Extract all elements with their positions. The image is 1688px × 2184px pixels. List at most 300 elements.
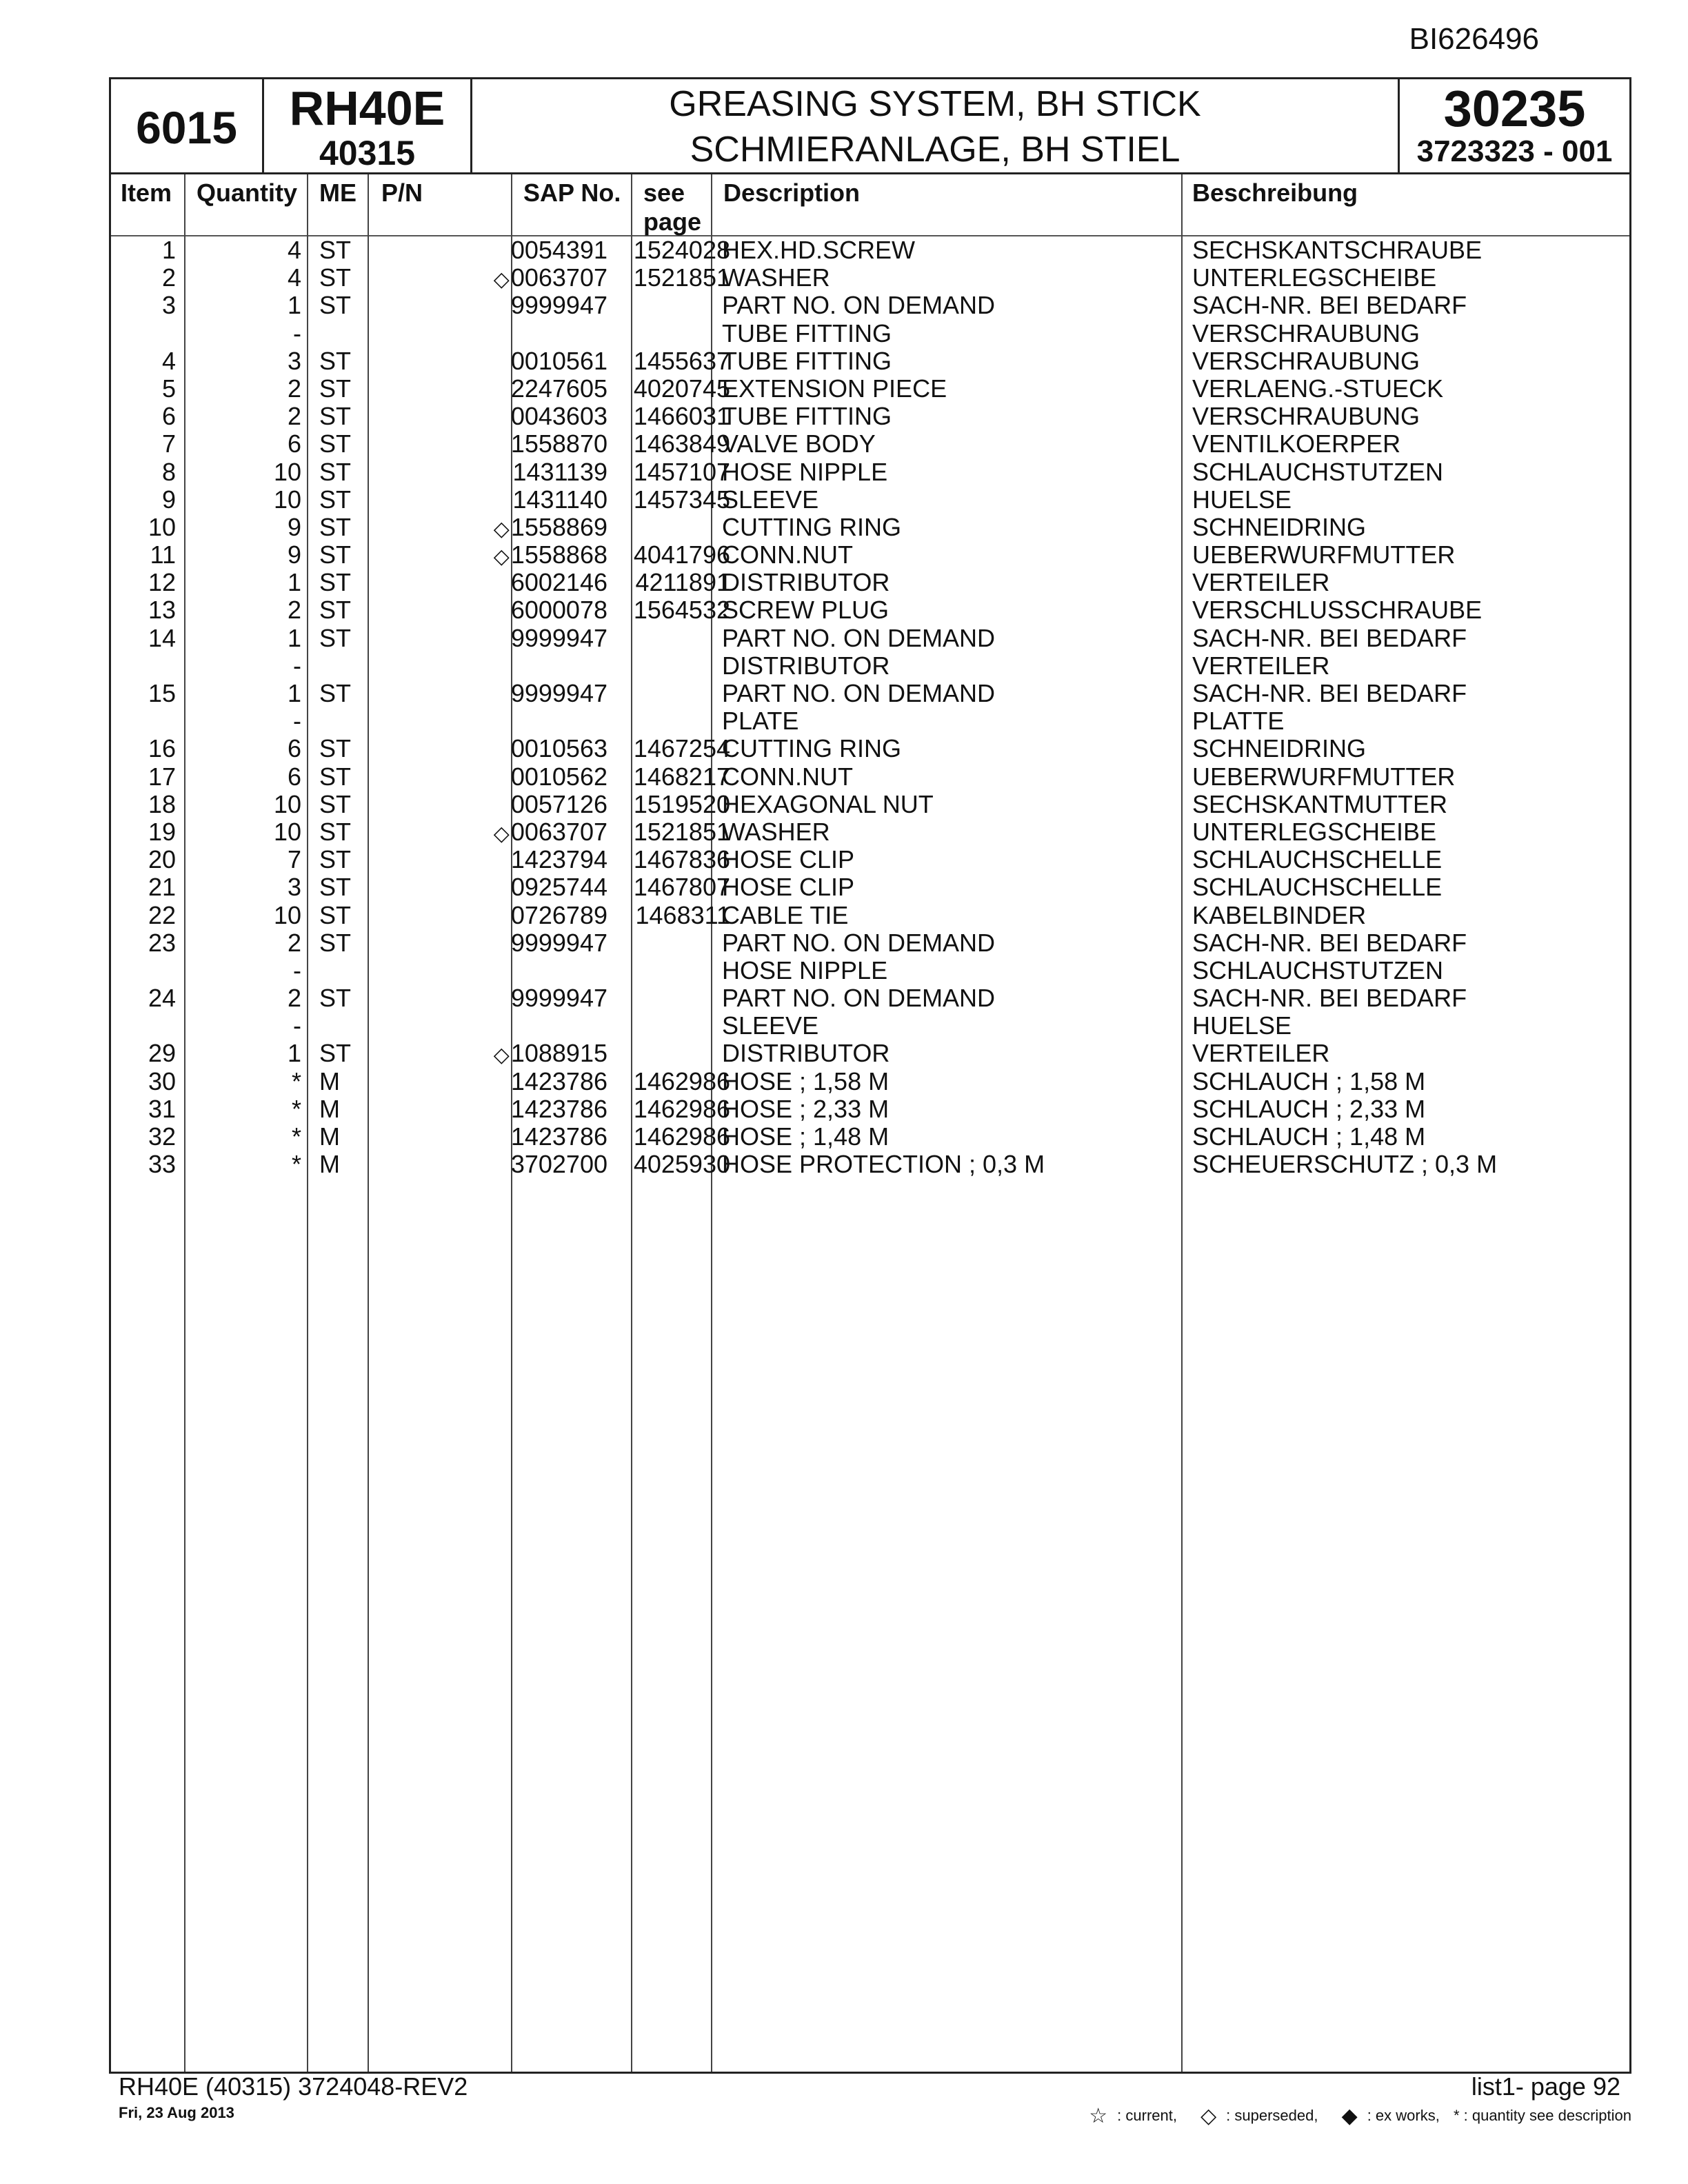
cell-beschreibung-text: UEBERWURFMUTTER: [1192, 762, 1456, 791]
cell-item-text: 3: [161, 291, 176, 320]
cell-quantity-text: 2: [287, 928, 301, 957]
cell-beschreibung: [1192, 541, 1455, 569]
cell-quantity: [185, 707, 301, 735]
col-quantity: Quantity: [197, 179, 298, 207]
cell-sap-text: 1468311: [635, 900, 730, 929]
cell-description-text: TUBE FITTING: [722, 318, 892, 347]
cell-quantity-text: 4: [287, 263, 301, 292]
cell-description-text: HEXAGONAL NUT: [722, 789, 934, 818]
cell-beschreibung: [1192, 569, 1329, 596]
cell-quantity-text: *: [291, 1066, 301, 1095]
cell-me: [319, 486, 351, 514]
cell-beschreibung: [1192, 514, 1366, 541]
cell-pn-text: 2247605: [510, 374, 607, 403]
cell-item: [111, 375, 176, 403]
cell-sap: [525, 1151, 730, 1178]
cell-beschreibung: [1192, 957, 1443, 984]
footer-page: list1- page 92: [1471, 2072, 1620, 2101]
cell-description: [722, 1095, 889, 1123]
cell-beschreibung: [1192, 1068, 1425, 1095]
cell-sap-text: 1466031: [633, 402, 730, 431]
cell-sap-text: 1467807: [633, 873, 730, 902]
cell-quantity: [185, 735, 301, 762]
cell-description-text: SCREW PLUG: [722, 596, 890, 625]
cell-quantity: [185, 596, 301, 624]
cell-item-text: 14: [148, 623, 176, 652]
table-row: [111, 707, 1629, 735]
cell-me: [319, 403, 351, 430]
group-code: 6015: [136, 102, 237, 153]
cell-sap-text: 1455637: [633, 346, 730, 375]
table-row: [111, 1012, 1629, 1040]
cell-description-text: EXTENSION PIECE: [722, 374, 947, 403]
drawing-number: 30235: [1443, 80, 1586, 137]
cell-beschreibung-text: VERSCHRAUBUNG: [1192, 318, 1420, 347]
cell-quantity: [185, 430, 301, 458]
col-sap: SAP No.: [523, 179, 621, 207]
cell-item-text: 24: [148, 984, 176, 1013]
cell-sap: [525, 818, 730, 846]
cell-me: [319, 791, 351, 818]
table-row: [111, 929, 1629, 957]
cell-description-text: PART NO. ON DEMAND: [722, 679, 996, 707]
cell-beschreibung-text: SCHLAUCH ; 2,33 M: [1192, 1094, 1426, 1123]
cell-beschreibung: [1192, 1040, 1329, 1067]
cell-beschreibung-text: PLATTE: [1192, 707, 1285, 736]
cell-quantity: [185, 818, 301, 846]
cell-beschreibung-text: SCHLAUCHSCHELLE: [1192, 845, 1443, 874]
table-row: [111, 514, 1629, 541]
cell-beschreibung: [1192, 403, 1420, 430]
cell-me-text: ST: [319, 291, 352, 320]
cell-description: [722, 514, 901, 541]
cell-description-text: CUTTING RING: [722, 734, 901, 763]
cell-me: [319, 347, 351, 375]
cell-item-text: 9: [161, 485, 176, 514]
cell-sap-text: 1462986: [633, 1094, 730, 1123]
title-block: [111, 79, 1629, 174]
cell-item: [111, 430, 176, 458]
document-id: BI626496: [1409, 22, 1539, 56]
table-row: [111, 1151, 1629, 1178]
cell-sap-text: 1521851: [633, 817, 730, 846]
cell-me-text: ST: [319, 734, 352, 763]
cell-pn-text: 1558869: [510, 512, 607, 541]
cell-beschreibung: [1192, 320, 1420, 347]
cell-me-text: ST: [319, 512, 352, 541]
cell-beschreibung-text: VERSCHLUSSCHRAUBE: [1192, 596, 1483, 625]
table-row: [111, 680, 1629, 707]
cell-pn-text: 1431140: [512, 485, 607, 514]
cell-me: [319, 625, 351, 652]
cell-description-text: PART NO. ON DEMAND: [722, 984, 996, 1013]
cell-quantity: [185, 1123, 301, 1151]
cell-description-text: CABLE TIE: [722, 900, 849, 929]
cell-beschreibung: [1192, 707, 1284, 735]
cell-quantity: [185, 541, 301, 569]
cell-description: [722, 236, 915, 264]
cell-sap-text: 1457107: [633, 457, 730, 486]
cell-quantity-text: 2: [287, 984, 301, 1013]
cell-item-text: 19: [148, 817, 176, 846]
cell-pn-text: 1558868: [510, 540, 607, 569]
cell-me-text: M: [319, 1122, 340, 1151]
table-row: [111, 292, 1629, 319]
cell-description: [722, 873, 854, 901]
cell-pn-text: 1423794: [510, 845, 607, 874]
cell-beschreibung-text: UEBERWURFMUTTER: [1192, 540, 1456, 569]
table-row: [111, 486, 1629, 514]
cell-quantity: [185, 375, 301, 403]
cell-beschreibung-text: SCHEUERSCHUTZ ; 0,3 M: [1192, 1150, 1498, 1179]
cell-quantity: [185, 264, 301, 292]
cell-beschreibung: [1192, 264, 1436, 292]
cell-description: [722, 846, 854, 873]
cell-description-text: HOSE ; 1,48 M: [722, 1122, 890, 1151]
cell-beschreibung-text: SCHLAUCHSTUTZEN: [1192, 457, 1444, 486]
cell-quantity: [185, 347, 301, 375]
table-row: [111, 1068, 1629, 1095]
cell-sap: [525, 264, 730, 292]
cell-description: [722, 1040, 890, 1067]
diamond-outline-icon: ◇: [493, 1044, 510, 1067]
cell-beschreibung: [1192, 846, 1442, 873]
cell-beschreibung: [1192, 375, 1443, 403]
title-german: SCHMIERANLAGE, BH STIEL: [690, 130, 1180, 170]
cell-description: [722, 375, 947, 403]
cell-description: [722, 596, 889, 624]
cell-beschreibung-text: SECHSKANTSCHRAUBE: [1192, 236, 1483, 264]
cell-pn-text: 1423786: [510, 1094, 607, 1123]
cell-me: [319, 541, 351, 569]
cell-description-text: SLEEVE: [722, 485, 819, 514]
cell-quantity: [185, 846, 301, 873]
cell-quantity: [185, 514, 301, 541]
cell-sap-text: 1468217: [633, 762, 730, 791]
cell-description: [722, 403, 892, 430]
cell-description: [722, 1151, 1045, 1178]
cell-item: [111, 984, 176, 1012]
cell-beschreibung: [1192, 984, 1467, 1012]
cell-sap-text: 1463849: [633, 429, 730, 458]
cell-item: [111, 569, 176, 596]
cell-me-text: ST: [319, 374, 352, 403]
cell-pn: [381, 514, 607, 543]
table-row: [111, 652, 1629, 680]
cell-sap: [525, 375, 730, 403]
cell-description: [722, 680, 995, 707]
cell-item-text: 12: [148, 568, 176, 597]
cell-quantity: [185, 652, 301, 680]
cell-quantity-text: -: [293, 318, 301, 347]
cell-me-text: ST: [319, 568, 352, 597]
cell-item-text: 20: [148, 845, 176, 874]
cell-item-text: 7: [161, 429, 176, 458]
cell-quantity: [185, 1012, 301, 1040]
title-cell: [472, 79, 1400, 172]
cell-beschreibung-text: VERTEILER: [1192, 1039, 1330, 1068]
cell-me: [319, 735, 351, 762]
cell-quantity-text: 1: [287, 568, 301, 597]
cell-item-text: 5: [161, 374, 176, 403]
cell-item-text: 13: [148, 596, 176, 625]
cell-me: [319, 818, 351, 846]
cell-me-text: ST: [319, 873, 352, 902]
document-revision: 3723323 - 001: [1416, 134, 1613, 168]
cell-quantity: [185, 984, 301, 1012]
cell-sap: [525, 763, 730, 791]
cell-quantity-text: 7: [287, 845, 301, 874]
cell-sap-text: 1467254: [633, 734, 730, 763]
table-row: [111, 984, 1629, 1012]
cell-sap: [525, 236, 730, 264]
table-row: [111, 818, 1629, 846]
cell-item: [111, 873, 176, 901]
cell-quantity-text: 6: [287, 762, 301, 791]
cell-pn-text: 9999947: [510, 984, 607, 1013]
cell-pn: [381, 625, 607, 652]
cell-quantity-text: -: [293, 707, 301, 736]
cell-quantity-text: 1: [287, 291, 301, 320]
cell-description: [722, 292, 995, 319]
table-row: [111, 846, 1629, 873]
cell-description: [722, 791, 934, 818]
cell-item: [111, 347, 176, 375]
cell-me-text: M: [319, 1066, 340, 1095]
cell-description: [722, 1123, 889, 1151]
cell-beschreibung-text: SCHLAUCH ; 1,58 M: [1192, 1066, 1426, 1095]
cell-quantity-text: 4: [287, 236, 301, 264]
cell-description: [722, 735, 901, 762]
diamond-filled-icon: ◆: [1341, 2105, 1358, 2127]
model-cell: [264, 79, 472, 172]
cell-item: [111, 514, 176, 541]
cell-beschreibung-text: SACH-NR. BEI BEDARF: [1192, 623, 1467, 652]
legend-current: : current,: [1117, 2107, 1177, 2124]
cell-quantity-text: -: [293, 1011, 301, 1040]
cell-me: [319, 1040, 351, 1067]
cell-quantity: [185, 791, 301, 818]
cell-me-text: ST: [319, 485, 352, 514]
cell-item: [111, 680, 176, 707]
cell-me-text: ST: [319, 900, 352, 929]
cell-item: [111, 763, 176, 791]
cell-beschreibung-text: SCHNEIDRING: [1192, 512, 1367, 541]
cell-description: [722, 1012, 818, 1040]
cell-beschreibung: [1192, 763, 1455, 791]
group-cell: [111, 79, 264, 172]
col-item: Item: [121, 179, 172, 207]
cell-quantity: [185, 873, 301, 901]
parts-list-frame: [109, 77, 1631, 2074]
table-row: [111, 791, 1629, 818]
cell-quantity-text: 10: [273, 789, 301, 818]
cell-item: [111, 1095, 176, 1123]
cell-pn-text: 0726789: [510, 900, 607, 929]
cell-beschreibung-text: VERSCHRAUBUNG: [1192, 402, 1420, 431]
table-row: [111, 902, 1629, 929]
cell-sap: [525, 541, 730, 569]
cell-item-text: 6: [161, 402, 176, 431]
cell-item: [111, 1040, 176, 1067]
table-row: [111, 430, 1629, 458]
cell-quantity-text: *: [291, 1150, 301, 1179]
cell-beschreibung: [1192, 596, 1482, 624]
cell-me-text: ST: [319, 845, 352, 874]
cell-quantity: [185, 1068, 301, 1095]
cell-beschreibung-text: SCHNEIDRING: [1192, 734, 1367, 763]
cell-quantity: [185, 236, 301, 264]
cell-description-text: HOSE PROTECTION ; 0,3 M: [722, 1150, 1045, 1179]
cell-item: [111, 236, 176, 264]
cell-me-text: ST: [319, 623, 352, 652]
cell-sap-text: 4041796: [633, 540, 730, 569]
cell-item-text: 31: [148, 1094, 176, 1123]
cell-sap-text: 1564532: [633, 596, 730, 625]
cell-me: [319, 264, 351, 292]
cell-pn: [381, 292, 607, 319]
diamond-outline-icon: ◇: [493, 822, 510, 845]
drawing-cell: [1400, 79, 1629, 172]
cell-me-text: M: [319, 1150, 340, 1179]
cell-description-text: DISTRIBUTOR: [722, 651, 890, 680]
cell-description: [722, 652, 890, 680]
parts-table-body: [111, 236, 1629, 1178]
cell-quantity: [185, 1095, 301, 1123]
cell-quantity-text: 2: [287, 374, 301, 403]
cell-sap-text: 4020745: [633, 374, 730, 403]
cell-me-text: M: [319, 1094, 340, 1123]
cell-sap: [525, 569, 730, 596]
cell-item: [111, 1068, 176, 1095]
cell-description-text: CONN.NUT: [722, 762, 853, 791]
cell-sap-text: 1467836: [633, 845, 730, 874]
cell-description-text: HOSE NIPPLE: [722, 457, 888, 486]
cell-beschreibung: [1192, 1012, 1292, 1040]
table-row: [111, 763, 1629, 791]
table-row: [111, 1123, 1629, 1151]
cell-item: [111, 791, 176, 818]
cell-description: [722, 957, 887, 984]
cell-beschreibung: [1192, 1123, 1425, 1151]
cell-pn-text: 9999947: [510, 623, 607, 652]
cell-description: [722, 707, 798, 735]
cell-me-text: ST: [319, 402, 352, 431]
cell-me-text: ST: [319, 984, 352, 1013]
cell-sap: [525, 403, 730, 430]
table-row: [111, 625, 1629, 652]
cell-item-text: 32: [148, 1122, 176, 1151]
cell-beschreibung-text: VERLAENG.-STUECK: [1192, 374, 1444, 403]
cell-pn-text: 0063707: [510, 817, 607, 846]
cell-description-text: HOSE CLIP: [722, 845, 855, 874]
cell-beschreibung-text: VERSCHRAUBUNG: [1192, 346, 1420, 375]
cell-item-text: 8: [161, 457, 176, 486]
cell-sap-text: 1462986: [633, 1066, 730, 1095]
cell-description: [722, 902, 848, 929]
cell-me: [319, 680, 351, 707]
cell-description: [722, 625, 995, 652]
cell-me-text: ST: [319, 1039, 352, 1068]
cell-beschreibung-text: SCHLAUCH ; 1,48 M: [1192, 1122, 1426, 1151]
cell-beschreibung-text: SACH-NR. BEI BEDARF: [1192, 291, 1467, 320]
symbol-legend: [1069, 2104, 1631, 2128]
col-see-page: see page: [643, 179, 702, 236]
cell-description-text: TUBE FITTING: [722, 346, 892, 375]
cell-item-text: 33: [148, 1150, 176, 1179]
table-row: [111, 320, 1629, 347]
cell-sap: [525, 846, 730, 873]
cell-item: [111, 902, 176, 929]
cell-item: [111, 541, 176, 569]
cell-beschreibung-text: SCHLAUCHSCHELLE: [1192, 873, 1443, 902]
cell-me-text: ST: [319, 429, 352, 458]
cell-pn: [381, 929, 607, 957]
col-pn: P/N: [381, 179, 423, 207]
cell-me: [319, 292, 351, 319]
cell-item: [111, 596, 176, 624]
table-row: [111, 735, 1629, 762]
cell-beschreibung: [1192, 680, 1467, 707]
cell-me: [319, 846, 351, 873]
cell-me-text: ST: [319, 789, 352, 818]
cell-pn-text: 1423786: [510, 1066, 607, 1095]
cell-sap: [525, 735, 730, 762]
cell-item: [111, 846, 176, 873]
cell-beschreibung-text: HUELSE: [1192, 485, 1292, 514]
cell-me-text: ST: [319, 762, 352, 791]
table-row: [111, 375, 1629, 403]
cell-description-text: WASHER: [722, 817, 830, 846]
cell-description-text: HOSE CLIP: [722, 873, 855, 902]
cell-sap: [525, 430, 730, 458]
cell-sap: [525, 486, 730, 514]
cell-pn-text: 0054391: [510, 236, 607, 264]
cell-me-text: ST: [319, 457, 352, 486]
cell-description: [722, 320, 892, 347]
cell-beschreibung-text: SACH-NR. BEI BEDARF: [1192, 928, 1467, 957]
cell-quantity-text: -: [293, 956, 301, 984]
footer-date: Fri, 23 Aug 2013: [119, 2104, 234, 2121]
cell-quantity-text: 3: [287, 346, 301, 375]
cell-beschreibung-text: SACH-NR. BEI BEDARF: [1192, 984, 1467, 1013]
cell-sap: [525, 1068, 730, 1095]
cell-pn-text: 0057126: [510, 789, 607, 818]
cell-me-text: ST: [319, 540, 352, 569]
cell-me: [319, 929, 351, 957]
cell-pn-text: 0043603: [510, 402, 607, 431]
cell-me-text: ST: [319, 679, 352, 707]
cell-quantity-text: 2: [287, 402, 301, 431]
cell-me-text: ST: [319, 236, 352, 264]
star-icon: ☆: [1089, 2105, 1108, 2127]
cell-beschreibung: [1192, 1151, 1497, 1178]
cell-beschreibung-text: VERTEILER: [1192, 651, 1330, 680]
cell-description: [722, 458, 887, 486]
cell-description-text: DISTRIBUTOR: [722, 568, 890, 597]
cell-quantity-text: 1: [287, 679, 301, 707]
cell-item: [111, 292, 176, 319]
cell-pn-text: 0925744: [510, 873, 607, 902]
cell-beschreibung: [1192, 236, 1482, 264]
cell-beschreibung: [1192, 818, 1436, 846]
table-row: [111, 236, 1629, 264]
cell-item-text: 18: [148, 789, 176, 818]
cell-description-text: WASHER: [722, 263, 830, 292]
cell-item: [111, 1123, 176, 1151]
cell-item-text: 4: [161, 346, 176, 375]
cell-beschreibung: [1192, 1095, 1425, 1123]
